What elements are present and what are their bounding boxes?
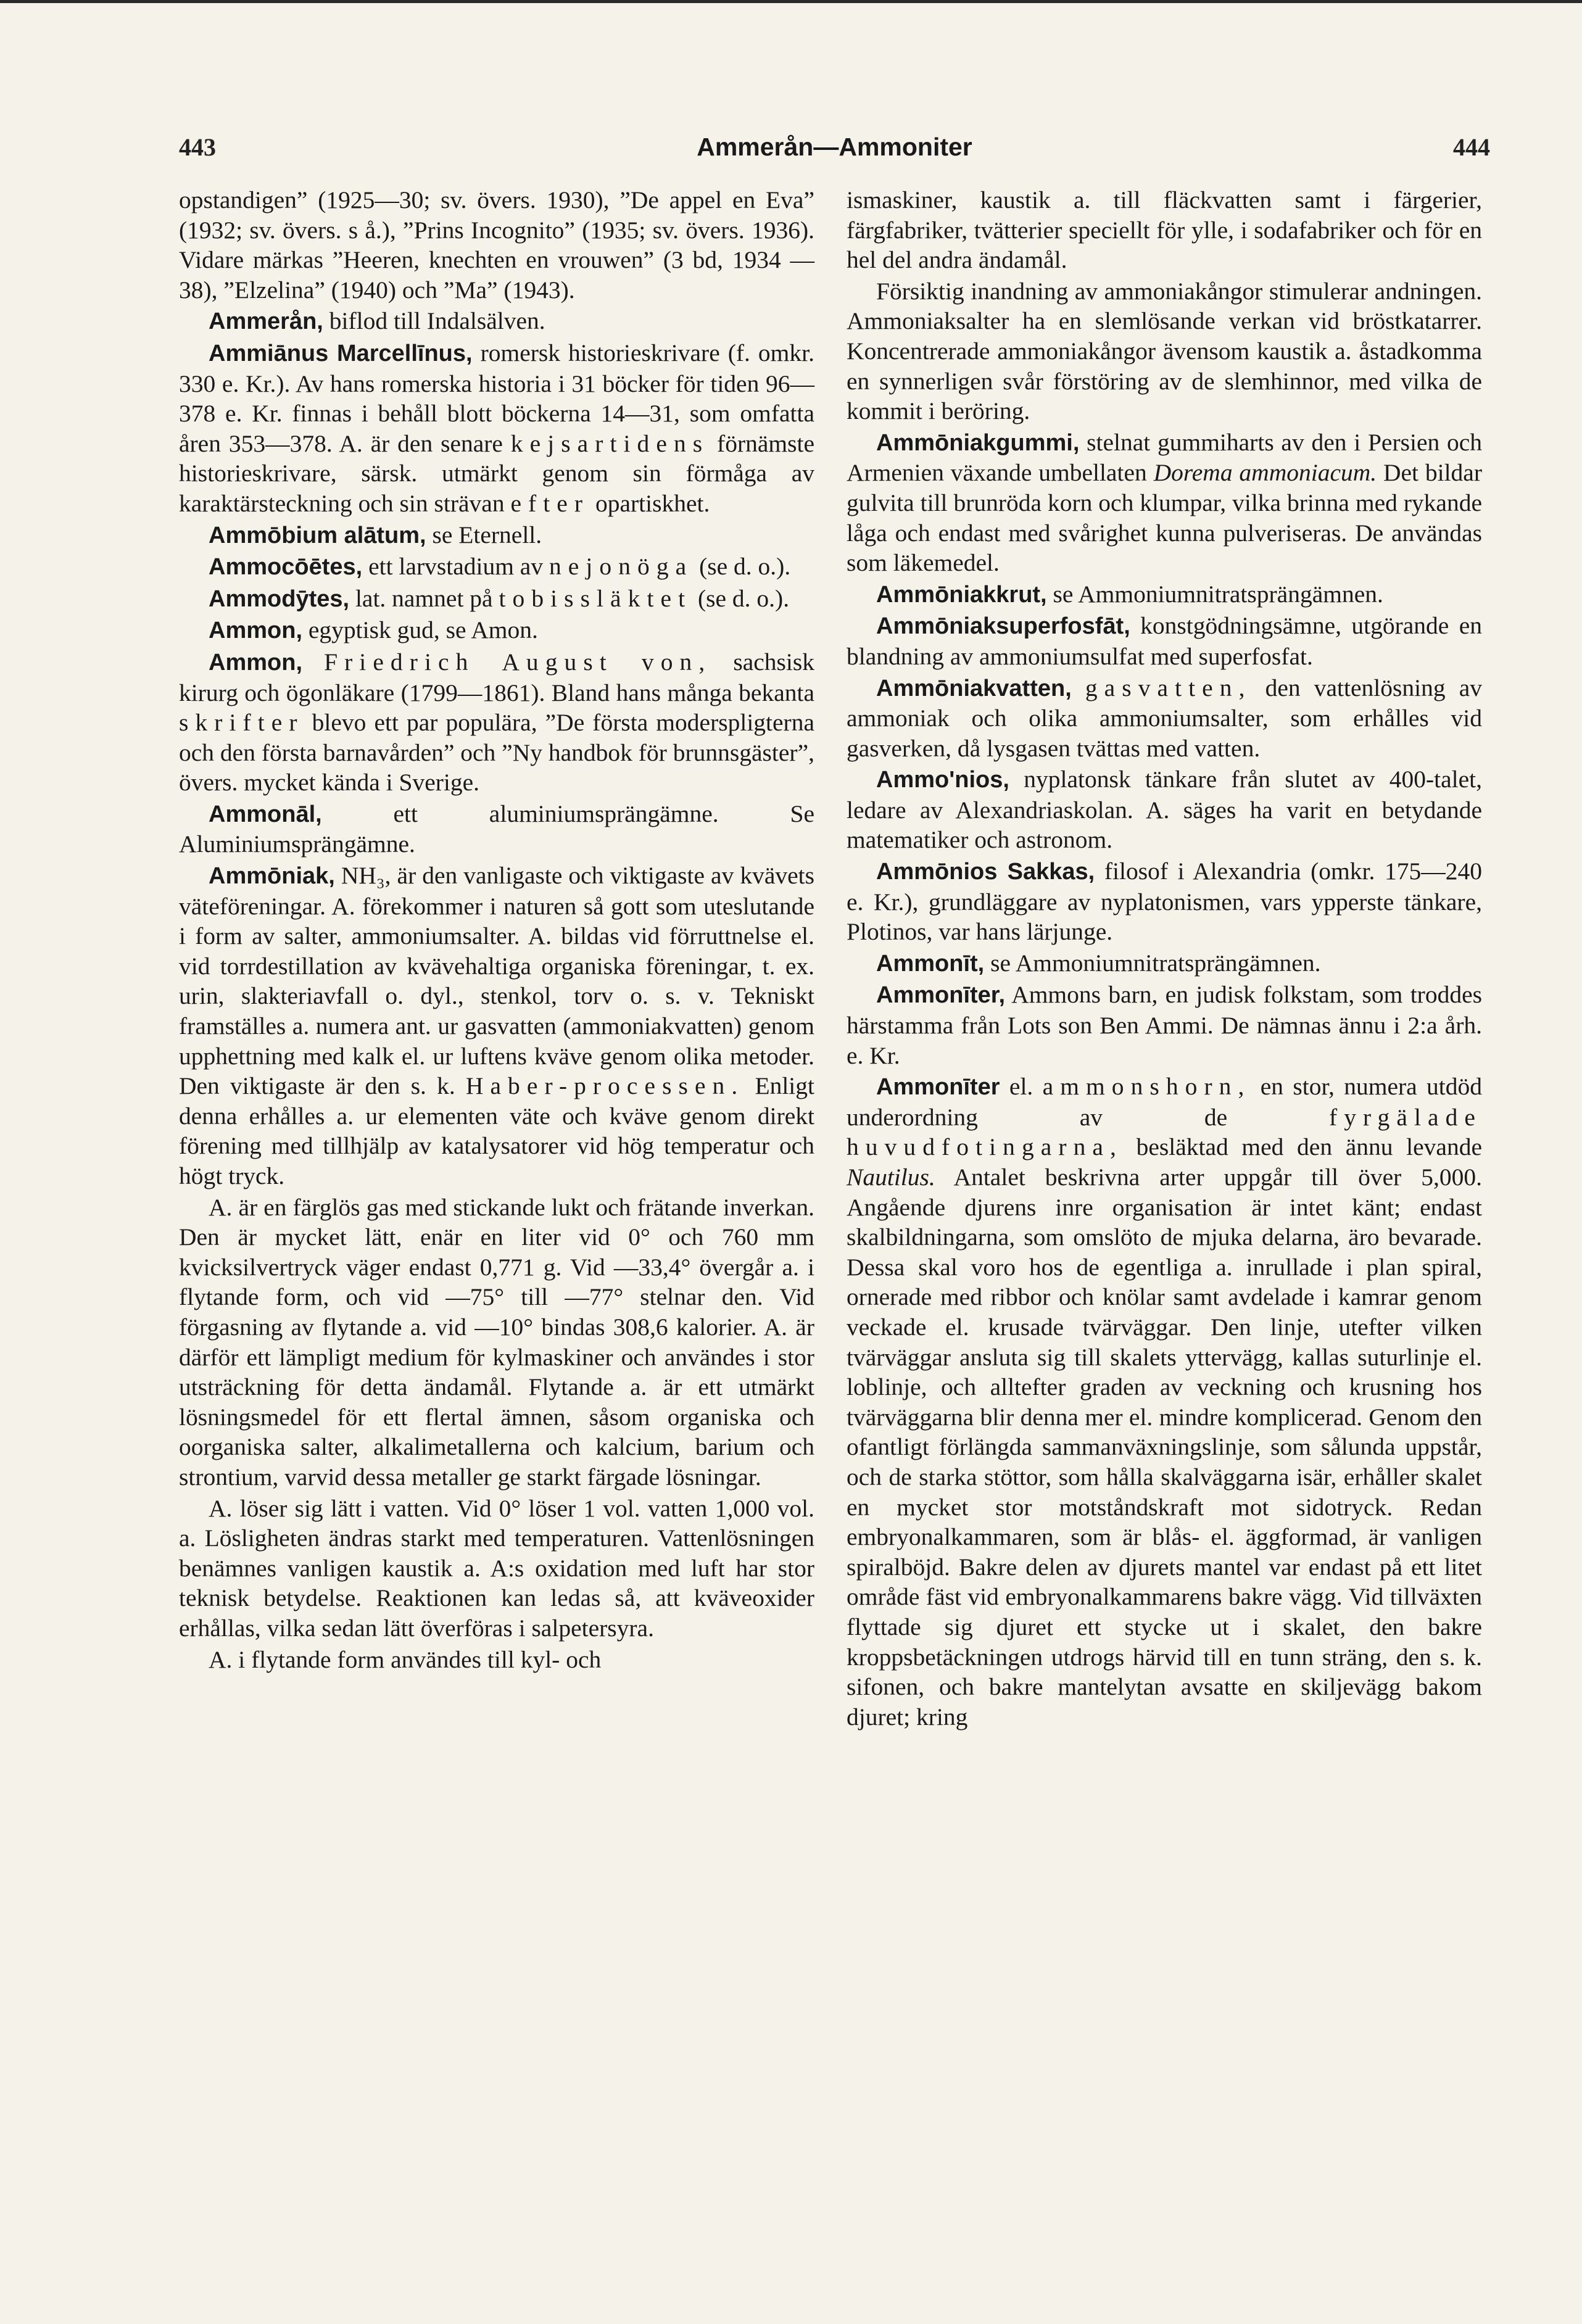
headword: Ammon,	[209, 649, 302, 676]
page-header	[179, 133, 1490, 170]
right-page-number: 444	[1453, 133, 1490, 161]
spaced-text: nejonöga	[549, 553, 694, 581]
body-paragraph: A. i flytande form användes till kyl- och	[209, 1645, 602, 1673]
headword: Ammon,	[209, 618, 302, 644]
entry-text: en stor, numera utdöd underordning av de	[847, 1073, 1482, 1131]
headword: Ammodȳtes,	[209, 585, 350, 612]
spaced-text: efter	[510, 489, 590, 517]
spaced-text: gasvatten,	[1085, 674, 1252, 701]
entry-ammonit	[847, 948, 1482, 979]
headword: Ammonīter	[876, 1074, 1000, 1101]
entry-ammoniakkrut	[847, 579, 1482, 610]
headword: Ammiānus Marcellīnus,	[209, 340, 473, 366]
spaced-text: Friedrich August von,	[324, 648, 712, 676]
entry-ammoniakgummi	[847, 428, 1482, 578]
headword: Ammōniak,	[209, 863, 335, 890]
entry-ammon-friedrich	[179, 647, 814, 798]
italic-text: Nautilus.	[847, 1164, 935, 1191]
body-paragraph: Försiktig inandning av ammoniakångor stimulerar andningen. Ammoniaksalter ha en slemlösande verkan vid bröstkatarrer. Koncentrerade ammoniakångor ävensom kaustik a. åstadkomma en synnerligen svår förstöring av de slemhinnor, med vilka de kommit i beröring.	[847, 277, 1482, 425]
entry-ammoniter-fossil	[847, 1072, 1482, 1732]
entry-ammoniakvatten	[847, 673, 1482, 764]
entry-ammobium-alatum	[179, 520, 814, 551]
body-paragraph: A. löser sig lätt i vatten. Vid 0° löser 1 vol. vatten 1,000 vol. a. Lösligheten ändras starkt med temperaturen. Vattenlösningen benämnes vanligen kaustik a. A:s oxidation med luft har stor teknisk betydelse. Reaktionen kan ledas så, att kväveoxider erhållas, vilka sedan lätt överföras i salpetersyra.	[179, 1494, 814, 1642]
entry-ammonal	[179, 799, 814, 859]
entry-text: förnämste historieskrivare, särsk. utmärkt genom sin förmåga av karaktärsteckning och sin strävan	[179, 429, 814, 517]
entry-ammon-god	[179, 615, 814, 646]
entry-ammocoetes	[179, 552, 814, 582]
entry-text: opartiskhet.	[589, 489, 710, 517]
entry-text: se Eternell.	[426, 521, 542, 548]
headword: Ammōniakvatten,	[876, 675, 1072, 701]
entry-text: Antalet beskrivna arter uppgår till över 5,000. Angående djurens inre organisation är intet känt; endast skalbildningarna, som omslöto de mjuka delarna, äro bevarade. Dessa skal voro hos de egentliga a. inrullade i plan spiral, ornerade med ribbor och knölar samt avdelade i kamrar genom veckade el. krusade tvärväggar. Den linje, utefter vilken tvärväggar ansluta sig till skalets yttervägg, kallas suturlinje el. loblinje, och alltefter graden av veckning och krusning hos tvärväggarna blir denna mer el. mindre komplicerad. Genom den ofantligt förlängda sammanväxningslinje, som sålunda uppstår, och de starka stöttor, som hålla skalväggarna isär, erhåller skalet en mycket stor motståndskraft mot sidotryck. Redan embryonalkammaren, som är blås- el. äggformad, är vanligen spiralböjd. Bakre delen av djurets mantel var endast på ett litet område fäst vid embryonalkammarens bakre vägg. Vid tillväxten flyttade sig djuret ett stycke ut i skalet, den bakre kroppsbetäckningen utdrogs härvid till en tunn sträng, den s. k. sifonen, och bakre mantelytan avsatte en skiljevägg bakom djuret; kring	[847, 1164, 1482, 1731]
entry-text: blevo ett par populära, ”De första moderspligterna och den första barnavården” och ”Ny handbok för brunnsgäster”, övers. mycket kända i Sverige.	[179, 709, 814, 796]
entry-text: romersk historieskrivare (f. omkr. 330 e. Kr.). Av hans romerska historia i 31 böcker för tiden 96—378 e. Kr. finnas i behåll blott böckerna 14—31, som omfatta åren 353—378. A. är den senare	[179, 339, 814, 457]
entry-text: ett aluminiumsprängämne. Se Aluminiumsprängämne.	[179, 800, 814, 858]
spaced-text: ammonshorn,	[1042, 1073, 1251, 1101]
spaced-text: kejsartidens	[510, 429, 710, 457]
left-column	[179, 185, 814, 1676]
entry-ammeran	[179, 306, 814, 337]
entry-text: stelnat gummiharts av den i Persien och Armenien växande umbellaten	[847, 428, 1482, 487]
spaced-text: skrifter	[179, 709, 304, 737]
entry-text: lat. namnet på	[349, 584, 499, 612]
entry-text: el.	[1000, 1073, 1043, 1101]
spaced-text: fyrgälade huvudfotingarna,	[847, 1103, 1482, 1161]
left-page-number: 443	[179, 133, 216, 161]
headword: Ammocōētes,	[209, 554, 363, 581]
body-paragraph: A. är en färglös gas med stickande lukt och frätande inverkan. Den är mycket lätt, enär en liter vid 0° och 760 mm kvicksilvertryck väger endast 0,771 g. Vid —33,4° övergår a. i flytande form, och vid —75° till —77° stelnar den. Vid förgasning av flytande a. vid —10° bindas 308,6 kalorier. A. är därför ett lämpligt medium för kylmaskiner och användes i stor utsträckning för detta ändamål. Flytande a. är ett utmärkt lösningsmedel för ett flertal ämnen, såsom organiska och oorganiska salter, alkalimetallerna och kalcium, barium och strontium, varvid dessa metaller ge starkt färgade lösningar.	[179, 1193, 814, 1491]
headword: Ammonāl,	[209, 801, 322, 827]
entry-text: egyptisk gud, se Amon.	[302, 616, 538, 644]
entry-text: biflod till Indalsälven.	[323, 307, 545, 335]
entry-text: sachsisk kirurg och ögonläkare (1799—1861). Bland hans många bekanta	[179, 648, 815, 706]
entry-text: Enligt denna erhålles a. ur elementen väte och kväve genom direkt förening med tillhjälp av katalysatorer vid hög temperatur och högt tryck.	[179, 1072, 814, 1189]
right-column	[847, 185, 1482, 1733]
entry-text: Det bildar gulvita till brunröda korn och klumpar, vilka brinna med rykande låga och endast med svårighet kunna pulveriseras. De användas som läkemedel.	[847, 459, 1482, 577]
entry-text: nyplatonsk tänkare från slutet av 400-talet, ledare av Alexandriaskolan. A. säges ha varit en betydande matematiker och astronom.	[847, 766, 1482, 854]
entry-ammoniak	[179, 861, 814, 1191]
entry-text: (se d. o.).	[693, 553, 791, 581]
running-title: Ammerån—Ammoniter	[697, 133, 972, 161]
entry-text: besläktad med den ännu levande	[1122, 1133, 1482, 1161]
entry-text: ett larvstadium av	[362, 553, 549, 581]
entry-ammianus-marcellinus	[179, 338, 814, 519]
continuation-paragraph: ismaskiner, kaustik a. till fläckvatten samt i färgerier, färgfabriker, tvätterier speciellt för ylle, i sodafabriker och för en hel del andra ändamål.	[847, 186, 1482, 274]
entry-ammonios-sakkas	[847, 856, 1482, 947]
headword: Ammōnios Sakkas,	[876, 859, 1095, 885]
entry-ammodytes	[179, 584, 814, 614]
continuation-paragraph: opstandigen” (1925—30; sv. övers. 1930), ”De appel en Eva” (1932; sv. övers. s å.), ”Prins Incognito” (1935; sv. övers. 1936). Vidare märkas ”Heeren, knechten en vrouwen” (3 bd, 1934 —38), ”Elzelina” (1940) och ”Ma” (1943).	[179, 186, 814, 304]
entry-text: se Ammoniumnitratsprängämnen.	[984, 949, 1321, 977]
headword: Ammōniakkrut,	[876, 581, 1047, 608]
entry-text: Ammons barn, en judisk folkstam, som troddes härstamma från Lots son Ben Ammi. De nämnas ännu i 2:a årh. e. Kr.	[847, 981, 1482, 1069]
entry-text: se Ammoniumnitratsprängämnen.	[1046, 580, 1383, 608]
entry-text: filosof i Alexandria (omkr. 175—240 e. Kr.), grundläggare av nyplatonismen, vars ypperste tänkare, Plotinos, var hans lärjunge.	[847, 858, 1482, 946]
headword: Ammo'nios,	[876, 767, 1009, 793]
headword: Ammonīter,	[876, 982, 1006, 1009]
top-edge-rule	[0, 0, 1582, 3]
entry-text: NH₃, är den vanligaste och viktigaste av kvävets väteföreningar. A. förekommer i naturen så gott som uteslutande i form av salter, ammoniumsalter. A. bildas vid förruttnelse el. vid torrdestillation av kvävehaltiga organiska föreningar, t. ex. urin, slakteriavfall o. dyl., stenkol, torv o. s. v. Tekniskt framställes a. numera ant. ur gasvatten (ammoniakvatten) genom upphettning med kalk el. ur luftens kväve genom olika metoder. Den viktigaste är den s. k.	[179, 862, 814, 1100]
headword: Ammōniaksuperfosfāt,	[876, 613, 1130, 640]
headword: Ammōbium alātum,	[209, 522, 426, 548]
entry-text: konstgödningsämne, utgörande en blandning av ammoniumsulfat med superfosfat.	[847, 612, 1482, 670]
spaced-text: Haber-processen.	[465, 1072, 745, 1100]
entry-ammoniter-folk	[847, 980, 1482, 1070]
headword: Ammonīt,	[876, 950, 985, 977]
headword: Ammerån,	[209, 308, 323, 335]
entry-text: den vattenlösning av ammoniak och olika ammoniumsalter, som erhålles vid gasverken, då lysgasen tvättas med vatten.	[847, 674, 1482, 762]
entry-ammonios	[847, 764, 1482, 855]
italic-text: Dorema ammoniacum.	[1153, 459, 1377, 487]
entry-text: (se d. o.).	[692, 584, 790, 612]
entry-ammoniaksuperfosfat	[847, 611, 1482, 671]
spaced-text: tobissläktet	[499, 584, 692, 612]
headword: Ammōniakgummi,	[876, 429, 1080, 456]
